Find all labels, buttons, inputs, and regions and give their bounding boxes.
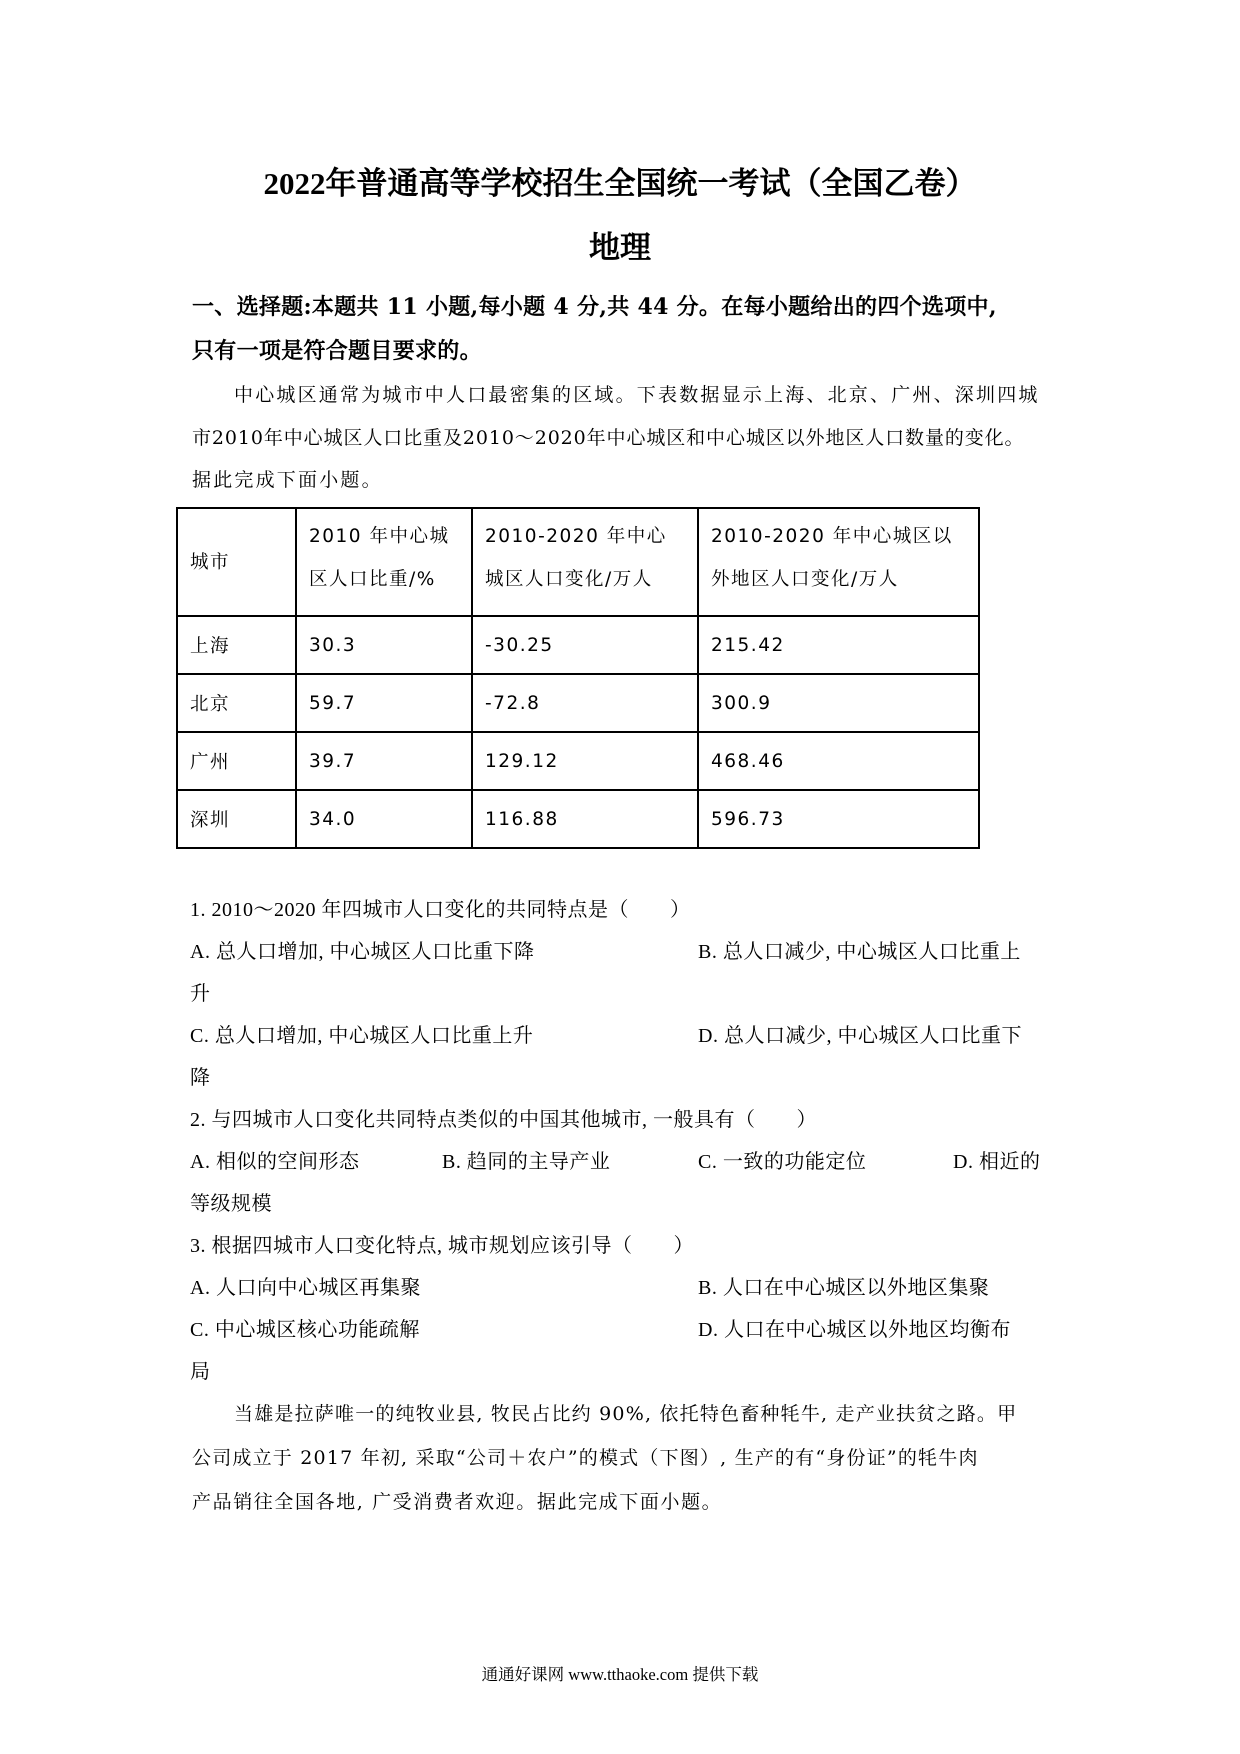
question-3-option-d[interactable]: D. 人口在中心城区以外地区均衡布 [698,1319,1011,1341]
question-1-option-b-wrap: 升 [190,983,211,1005]
question-1-option-d-wrap: 降 [190,1067,211,1089]
header-city [177,508,296,616]
cell-city: 深圳 [177,790,296,848]
question-2-option-a[interactable]: A. 相似的空间形态 [190,1151,360,1173]
section-instructions-line2: 只有一项是符合题目要求的。 [192,338,482,364]
header-city-text: 城市 [190,551,231,573]
passage2-line-3: 产品销往全国各地, 广受消费者欢迎。据此完成下面小题。 [192,1491,723,1513]
header-core-change-text: 2010-2020 年中心城区人口变化/万人 [485,526,667,590]
question-2-stem: 2. 与四城市人口变化共同特点类似的中国其他城市, 一般具有（ ） [190,1109,817,1131]
cell-core-change: 116.88 [472,790,698,848]
cell-outer-change: 468.46 [698,732,979,790]
question-3-option-d-wrap: 局 [190,1361,211,1383]
cell-share: 30.3 [296,616,472,674]
question-2-option-b[interactable]: B. 趋同的主导产业 [442,1151,611,1173]
cell-share: 59.7 [296,674,472,732]
cell-outer-change: 300.9 [698,674,979,732]
question-2-option-d-wrap: 等级规模 [190,1193,272,1215]
header-outer-change [698,508,979,616]
question-3-option-c[interactable]: C. 中心城区核心功能疏解 [190,1319,420,1341]
header-2010-share [296,508,472,616]
header-2010-share-text: 2010 年中心城区人口比重/% [309,526,450,590]
cell-city: 上海 [177,616,296,674]
subject-title: 地理 [589,230,651,266]
intro-line-3: 据此完成下面小题。 [192,469,383,491]
question-3-stem: 3. 根据四城市人口变化特点, 城市规划应该引导（ ） [190,1235,694,1257]
header-outer-change-text: 2010-2020 年中心城区以外地区人口变化/万人 [711,526,953,590]
question-1-stem: 1. 2010～2020 年四城市人口变化的共同特点是（ ） [190,899,691,921]
question-1-option-b[interactable]: B. 总人口减少, 中心城区人口比重上 [698,941,1021,963]
header-core-change [472,508,698,616]
exam-title-text: 2022年普通高等学校招生全国统一考试（全国乙卷） [263,166,977,201]
page-footer: 通通好课网 www.tthaoke.com 提供下载 [481,1665,759,1684]
section-instructions-line1: 一、选择题:本题共 11 小题,每小题 4 分,共 44 分。在每小题给出的四个选项中, [192,294,997,320]
table-header-row [177,508,979,616]
cell-outer-change: 215.42 [698,616,979,674]
passage2-line-1: 当雄是拉萨唯一的纯牧业县, 牧民占比约 90%, 依托特色畜种牦牛, 走产业扶贫之路。甲 [234,1403,1018,1425]
cell-share: 34.0 [296,790,472,848]
table-row [177,674,979,732]
passage2-line-2: 公司成立于 2017 年初, 采取“公司＋农户”的模式（下图）, 生产的有“身份证”的牦牛肉 [192,1447,979,1469]
question-2-option-d[interactable]: D. 相近的 [953,1151,1041,1173]
cell-share: 39.7 [296,732,472,790]
question-3-option-b[interactable]: B. 人口在中心城区以外地区集聚 [698,1277,990,1299]
cell-city: 广州 [177,732,296,790]
question-3-option-a[interactable]: A. 人口向中心城区再集聚 [190,1277,421,1299]
intro-line-2: 市2010年中心城区人口比重及2010～2020年中心城区和中心城区以外地区人口数量的变化。 [192,427,1025,449]
table-row [177,732,979,790]
table-row [177,616,979,674]
question-1-option-c[interactable]: C. 总人口增加, 中心城区人口比重上升 [190,1025,534,1047]
population-table [176,507,980,849]
question-1-option-d[interactable]: D. 总人口减少, 中心城区人口比重下 [698,1025,1022,1047]
cell-city: 北京 [177,674,296,732]
cell-core-change: -72.8 [472,674,698,732]
question-2-option-c[interactable]: C. 一致的功能定位 [698,1151,867,1173]
question-1-option-a[interactable]: A. 总人口增加, 中心城区人口比重下降 [190,941,535,963]
cell-core-change: -30.25 [472,616,698,674]
cell-outer-change: 596.73 [698,790,979,848]
cell-core-change: 129.12 [472,732,698,790]
table-row [177,790,979,848]
intro-line-1: 中心城区通常为城市中人口最密集的区域。下表数据显示上海、北京、广州、深圳四城 [234,384,1040,406]
exam-title [0,158,1240,203]
